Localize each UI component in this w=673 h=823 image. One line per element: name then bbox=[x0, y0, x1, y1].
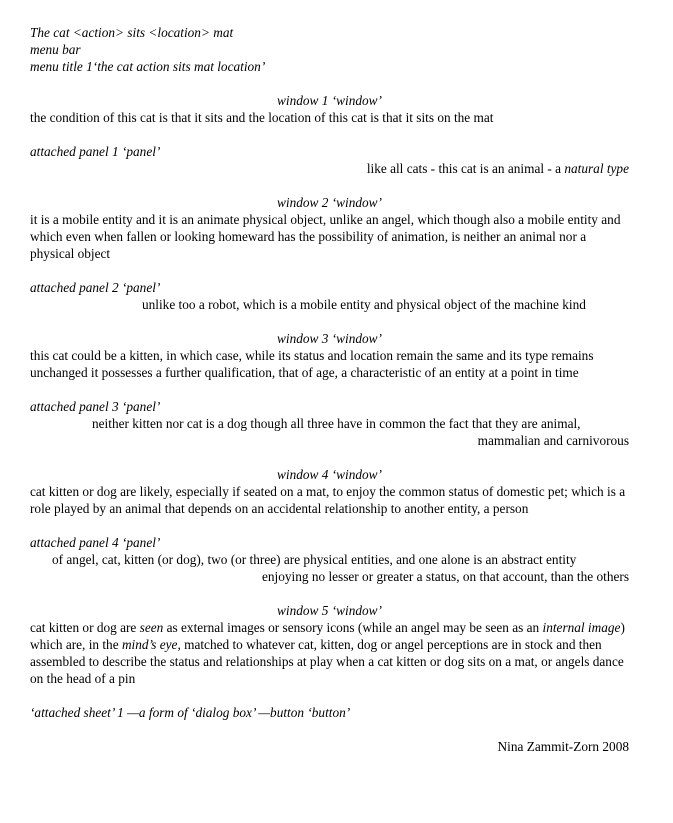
spacer bbox=[30, 449, 629, 466]
window-5-text-c: as external images or sensory icons (while an angel may be seen as an bbox=[163, 620, 543, 635]
spacer bbox=[30, 517, 629, 534]
panel-1-body-emphasis: natural type bbox=[564, 161, 629, 176]
panel-3-title: attached panel 3 ‘panel’ bbox=[30, 399, 161, 414]
spacer bbox=[30, 687, 629, 704]
header-line-3: menu title 1‘the cat action sits mat location’ bbox=[30, 59, 266, 74]
window-5-emphasis-seen: seen bbox=[139, 620, 164, 635]
window-5-text-e: ) which are, in the bbox=[30, 620, 625, 652]
panel-3-body-line-1: neither kitten nor cat is a dog though all three have in common the fact that they are animal, bbox=[92, 416, 581, 431]
window-5-body bbox=[30, 619, 629, 687]
window-4-body: cat kitten or dog are likely, especially if seated on a mat, to enjoy the common status of domestic pet; which is a role played by an animal that depends on an accidental relationship to another entity, a person bbox=[30, 484, 626, 516]
window-4-title: window 4 ‘window’ bbox=[277, 467, 382, 482]
panel-3-body-line-2: mammalian and carnivorous bbox=[477, 433, 629, 448]
spacer bbox=[30, 585, 629, 602]
window-2-title: window 2 ‘window’ bbox=[277, 195, 382, 210]
spacer bbox=[30, 177, 629, 194]
window-2-body: it is a mobile entity and it is an animate physical object, unlike an angel, which though also a mobile entity and which even when fallen or looking homeward has the possibility of animation, is neither an animal nor a physical object bbox=[30, 212, 621, 261]
window-1-body: the condition of this cat is that it sits and the location of this cat is that it sits on the mat bbox=[30, 110, 494, 125]
attached-sheet-line: ‘attached sheet’ 1 —a form of ‘dialog box’ —button ‘button’ bbox=[30, 705, 351, 720]
header-line-2: menu bar bbox=[30, 42, 81, 57]
spacer bbox=[30, 313, 629, 330]
panel-1-body-text: like all cats - this cat is an animal - a bbox=[366, 161, 565, 176]
header-line-1: The cat <action> sits <location> mat bbox=[30, 25, 234, 40]
panel-2-body: unlike too a robot, which is a mobile entity and physical object of the machine kind bbox=[142, 297, 586, 312]
spacer bbox=[30, 126, 629, 143]
window-5-emphasis-internal-image: internal image bbox=[542, 620, 621, 635]
spacer bbox=[30, 75, 629, 92]
panel-4-body-line-1: of angel, cat, kitten (or dog), two (or three) are physical entities, and one alone is an abstract entity bbox=[52, 552, 577, 567]
panel-1-title: attached panel 1 ‘panel’ bbox=[30, 144, 161, 159]
spacer bbox=[30, 721, 629, 738]
window-1-title: window 1 ‘window’ bbox=[277, 93, 382, 108]
spacer bbox=[30, 381, 629, 398]
window-3-body: this cat could be a kitten, in which case, while its status and location remain the same and its type remains unchanged it possesses a further qualification, that of age, a characteristic of an entity at a point in time bbox=[30, 348, 594, 380]
panel-4-body-line-2: enjoying no lesser or greater a status, on that account, than the others bbox=[261, 569, 629, 584]
window-3-title: window 3 ‘window’ bbox=[277, 331, 382, 346]
panel-1-body bbox=[30, 160, 629, 177]
panel-4-title: attached panel 4 ‘panel’ bbox=[30, 535, 161, 550]
window-5-text-g: matched to whatever cat, kitten, dog or angel perceptions are in stock and then assembled to describe the status and relationships at play when a cat kitten or dog sits on a mat, or angels dance on the head of a pin bbox=[30, 637, 624, 686]
window-5-title: window 5 ‘window’ bbox=[277, 603, 382, 618]
spacer bbox=[30, 262, 629, 279]
window-5-text-a: cat kitten or dog are bbox=[30, 620, 140, 635]
panel-2-title: attached panel 2 ‘panel’ bbox=[30, 280, 161, 295]
signature: Nina Zammit-Zorn 2008 bbox=[497, 739, 629, 754]
window-5-emphasis-minds-eye: mind’s eye, bbox=[121, 637, 181, 652]
